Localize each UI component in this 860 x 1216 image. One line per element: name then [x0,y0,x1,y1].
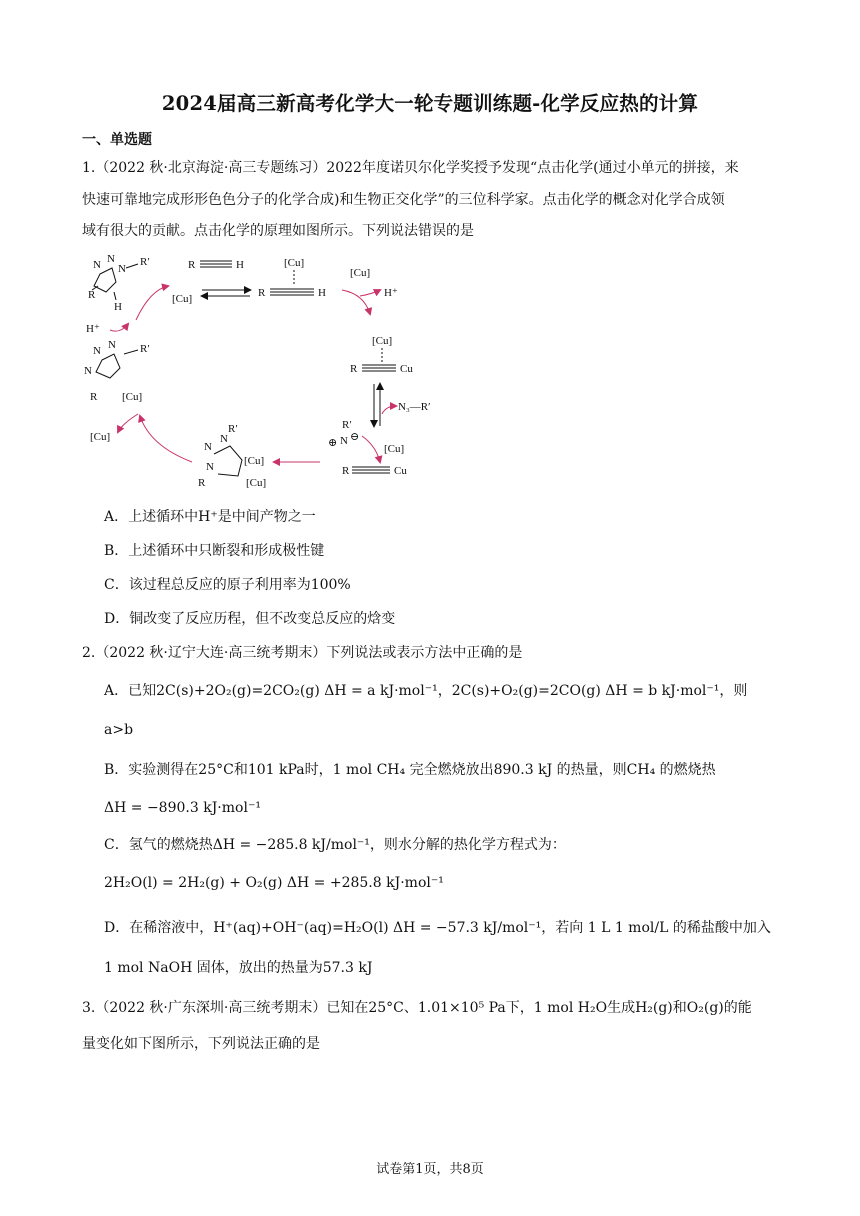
n-label: N [107,253,115,265]
cu-label: [Cu] [372,335,393,347]
section-heading: 一、单选题 [82,132,152,148]
cu-label: [Cu] [90,431,111,443]
q3-stem-line2: 量变化如下图所示，下列说法正确的是 [82,1036,320,1052]
q1-stem-line3: 域有很大的贡献。点击化学的原理如图所示。下列说法错误的是 [82,223,474,239]
n-label: N [108,339,116,351]
page-footer: 试卷第1页，共8页 [376,1162,484,1177]
cu-label: [Cu] [244,455,265,467]
q1-option-b[interactable]: B．上述循环中只断裂和形成极性键 [104,543,325,559]
cu-label: [Cu] [122,391,143,403]
q1-option-a[interactable]: A．上述循环中H⁺是中间产物之一 [104,509,316,525]
r-prime-label: R′ [140,343,150,355]
h-label: H [318,287,326,299]
q1-stem-line2: 快速可靠地完成形形色色分子的化学合成)和生物正交化学”的三位科学家。点击化学的概念对化学合成领 [82,192,725,208]
q2-option-d[interactable]: D．在稀溶液中，H⁺(aq)+OH⁻(aq)=H₂O(l) ΔH = −57.3 kJ/mol⁻¹，若向 1 L 1 mol/L 的稀盐酸中加入 [104,920,771,936]
cu-plain-label: Cu [400,363,413,375]
minus-charge-label: ⊖ [350,431,360,443]
plus-charge-label: ⊕ [328,437,338,449]
n-label: N [220,433,228,445]
click-chemistry-cycle-diagram [80,250,440,498]
triazole-product [94,268,116,292]
q2-option-c-equation: 2H₂O(l) = 2H₂(g) + O₂(g) ΔH = +285.8 kJ·mol⁻¹ [104,875,444,891]
n-label: N [84,365,92,377]
azide-label: N₃—R′ [398,401,431,413]
q3-stem-line1: 3.（2022 秋·广东深圳·高三统考期末）已知在25°C、1.01×10⁵ Pa下，1 mol H₂O生成H₂(g)和O₂(g)的能 [82,1000,752,1016]
cu-plain-label: Cu [394,465,407,477]
h-plus-label: H⁺ [384,287,398,299]
r-label: R [342,465,350,477]
r-label: R [198,477,206,489]
q1-stem-line1: 1.（2022 秋·北京海淀·高三专题练习）2022年度诺贝尔化学奖授予发现“点击化学(通过小单元的拼接，来 [82,160,739,176]
r-prime-label: R′ [140,256,150,268]
n-label: N [93,259,101,271]
n-label: N [204,441,212,453]
r-prime-label: R′ [228,423,238,435]
r-label: R [258,287,266,299]
q1-option-c[interactable]: C．该过程总反应的原子利用率为100% [104,577,351,593]
q2-option-b-continued: ΔH = −890.3 kJ·mol⁻¹ [104,800,261,816]
page-title: 2024届高三新高考化学大一轮专题训练题-化学反应热的计算 [161,92,699,115]
q2-option-d-continued: 1 mol NaOH 固体，放出的热量为57.3 kJ [104,960,373,976]
n-label: N [93,345,101,357]
n-label: N [206,461,214,473]
h-label: H [114,301,122,313]
h-plus-label: H⁺ [86,323,100,335]
cu-label: [Cu] [384,443,405,455]
q2-option-c[interactable]: C．氢气的燃烧热ΔH = −285.8 kJ/mol⁻¹，则水分解的热化学方程式为： [104,837,566,853]
r-label: R [350,363,358,375]
h-label: H [236,259,244,271]
cu-label: [Cu] [350,267,371,279]
n-label: N [340,435,348,447]
q2-option-b[interactable]: B．实验测得在25°C和101 kPa时，1 mol CH₄ 完全燃烧放出890.3 kJ 的热量，则CH₄ 的燃烧热 [104,762,716,778]
cu-label: [Cu] [284,257,305,269]
r-label: R [188,259,196,271]
q2-stem: 2.（2022 秋·辽宁大连·高三统考期末）下列说法或表示方法中正确的是 [82,645,523,661]
q2-option-a[interactable]: A．已知2C(s)+2O₂(g)=2CO₂(g) ΔH = a kJ·mol⁻¹，2C(s)+O₂(g)=2CO(g) ΔH = b kJ·mol⁻¹，则 [104,683,748,699]
q1-option-d[interactable]: D．铜改变了反应历程，但不改变总反应的焓变 [104,611,396,627]
cu-label: [Cu] [246,477,267,489]
r-prime-label: R′ [342,419,352,431]
cu-label: [Cu] [172,293,193,305]
n-label: N [118,263,126,275]
q2-option-a-continued: a>b [104,722,134,738]
r-label: R [90,391,98,403]
r-label: R [88,289,96,301]
